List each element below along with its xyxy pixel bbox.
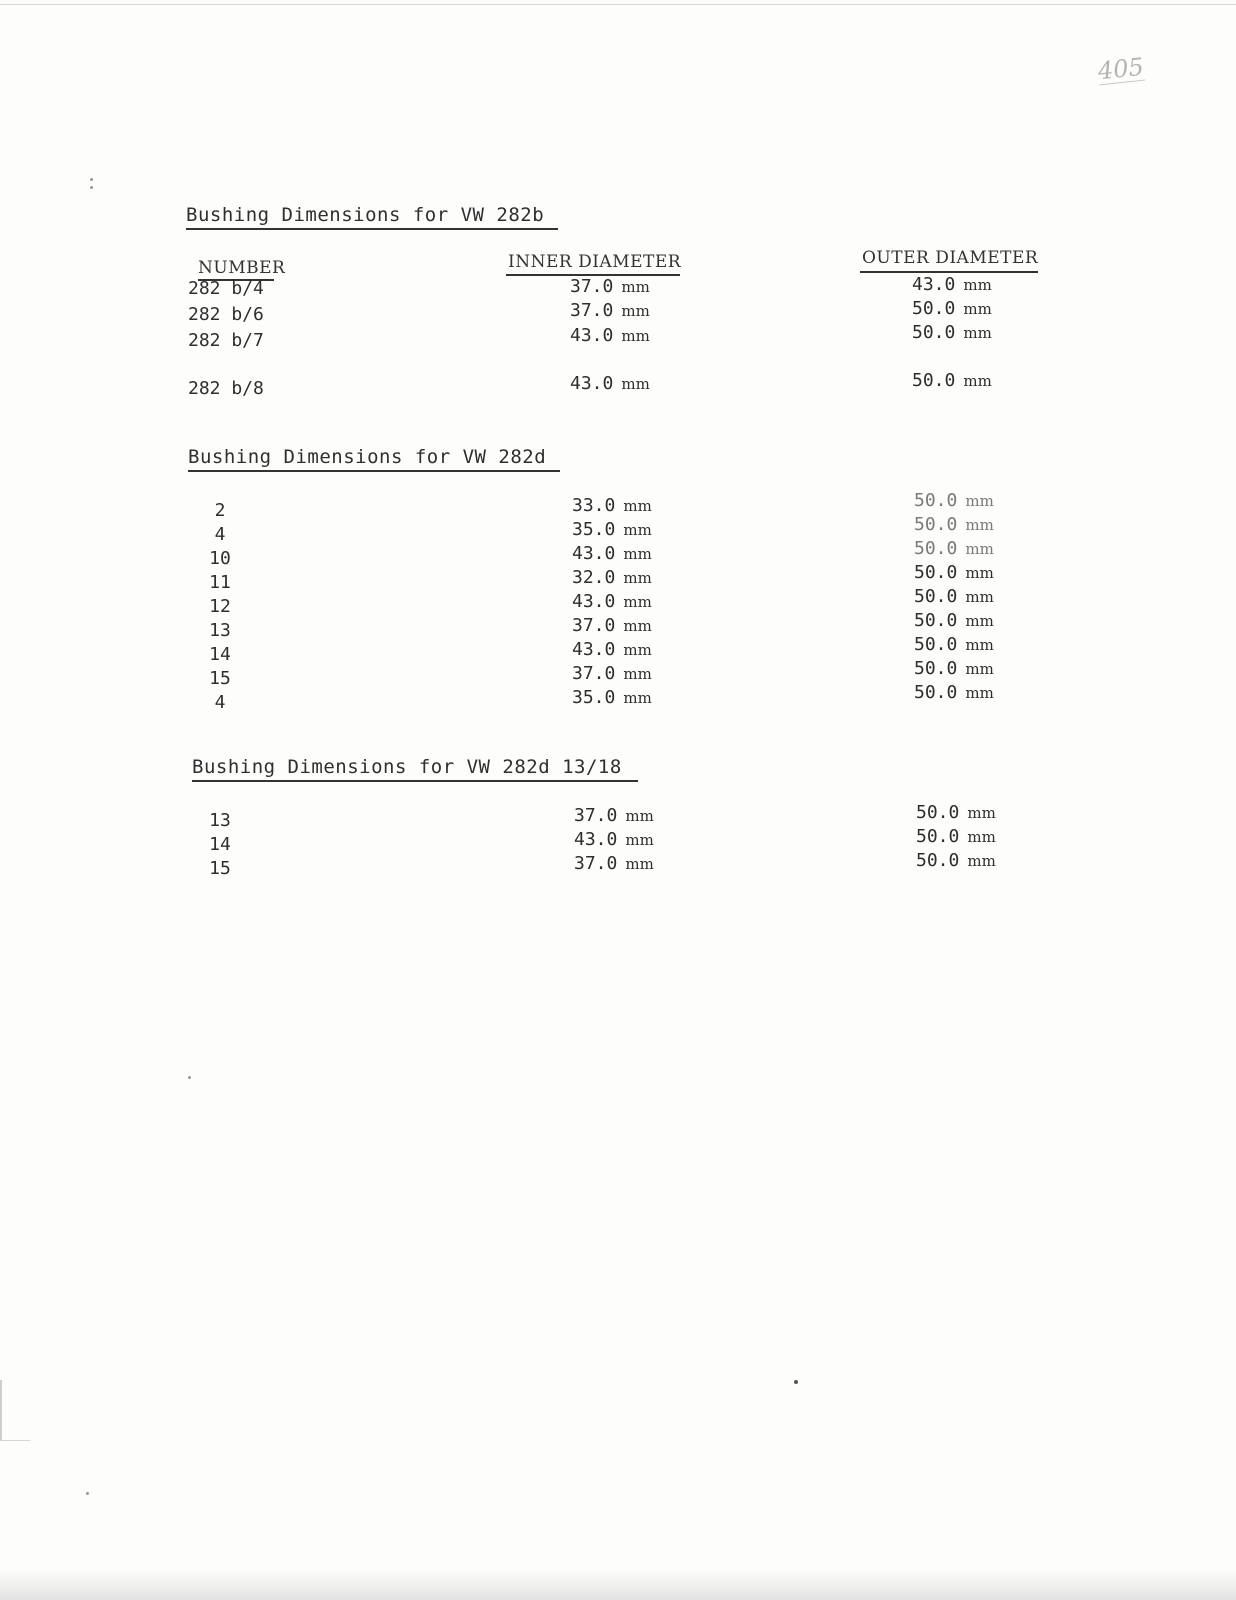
column-header-outer-diameter: OUTER DIAMETER	[862, 248, 1039, 268]
table-row-number: 15	[209, 858, 231, 879]
table-row-outer: 50.0 mm	[914, 610, 994, 631]
scan-speck	[90, 186, 93, 189]
table-row-outer: 50.0 mm	[914, 634, 994, 655]
scan-speck	[794, 1380, 798, 1384]
section-title-underline	[192, 780, 638, 782]
table-row-outer: 50.0 mm	[914, 514, 994, 535]
table-row-inner: 43.0 mm	[574, 829, 654, 850]
table-row-inner: 37.0 mm	[572, 615, 652, 636]
table-row-inner: 37.0 mm	[572, 663, 652, 684]
table-row-outer: 50.0 mm	[912, 370, 992, 391]
column-header-inner-diameter: INNER DIAMETER	[508, 252, 682, 272]
table-row-inner: 37.0 mm	[574, 805, 654, 826]
table-row-outer: 50.0 mm	[914, 490, 994, 511]
table-row-inner: 35.0 mm	[572, 519, 652, 540]
table-row-outer: 50.0 mm	[914, 538, 994, 559]
table-row-number: 14	[209, 644, 231, 665]
table-row-outer: 50.0 mm	[912, 322, 992, 343]
table-row-inner: 43.0 mm	[572, 639, 652, 660]
table-row-number: 282 b/8	[188, 378, 264, 399]
table-row-number: 11	[209, 572, 231, 593]
scan-bottom-edge	[0, 1570, 1236, 1600]
table-row-number: 13	[209, 810, 231, 831]
table-row-number: 13	[209, 620, 231, 641]
table-row-outer: 50.0 mm	[916, 826, 996, 847]
table-row-number: 282 b/6	[188, 304, 264, 325]
table-row-inner: 35.0 mm	[572, 687, 652, 708]
table-row-inner: 37.0 mm	[574, 853, 654, 874]
table-row-outer: 50.0 mm	[914, 658, 994, 679]
table-row-number: 4	[214, 524, 226, 545]
table-row-number: 10	[209, 548, 231, 569]
table-row-inner: 43.0 mm	[570, 325, 650, 346]
table-row-number: 14	[209, 834, 231, 855]
table-row-inner: 43.0 mm	[572, 543, 652, 564]
table-row-inner: 37.0 mm	[570, 300, 650, 321]
section-title-underline	[186, 228, 558, 230]
table-row-inner: 43.0 mm	[570, 373, 650, 394]
table-row-number: 2	[214, 500, 226, 521]
scan-speck	[86, 1492, 89, 1495]
column-header-underline	[860, 271, 1038, 273]
table-row-outer: 50.0 mm	[914, 682, 994, 703]
scan-edge-mark	[0, 1380, 30, 1441]
table-row-inner: 43.0 mm	[572, 591, 652, 612]
table-row-number: 4	[214, 692, 226, 713]
scan-top-edge	[0, 4, 1236, 5]
section-title-282d-13-18: Bushing Dimensions for VW 282d 13/18	[192, 756, 622, 778]
table-row-outer: 50.0 mm	[914, 586, 994, 607]
scan-speck	[90, 178, 93, 181]
table-row-outer: 50.0 mm	[916, 802, 996, 823]
table-row-number: 282 b/7	[188, 330, 264, 351]
table-row-number: 15	[209, 668, 231, 689]
table-row-outer: 50.0 mm	[912, 298, 992, 319]
table-row-inner: 32.0 mm	[572, 567, 652, 588]
table-row-outer: 50.0 mm	[916, 850, 996, 871]
table-row-number: 282 b/4	[188, 278, 264, 299]
column-header-number: NUMBER	[198, 258, 286, 278]
table-row-number: 12	[209, 596, 231, 617]
section-title-282d: Bushing Dimensions for VW 282d	[188, 446, 547, 468]
page-number: 405	[1096, 52, 1146, 86]
table-row-outer: 50.0 mm	[914, 562, 994, 583]
table-row-inner: 37.0 mm	[570, 276, 650, 297]
scan-speck	[188, 1076, 191, 1079]
table-row-inner: 33.0 mm	[572, 495, 652, 516]
section-title-underline	[188, 470, 560, 472]
section-title-282b: Bushing Dimensions for VW 282b	[186, 204, 545, 226]
table-row-outer: 43.0 mm	[912, 274, 992, 295]
